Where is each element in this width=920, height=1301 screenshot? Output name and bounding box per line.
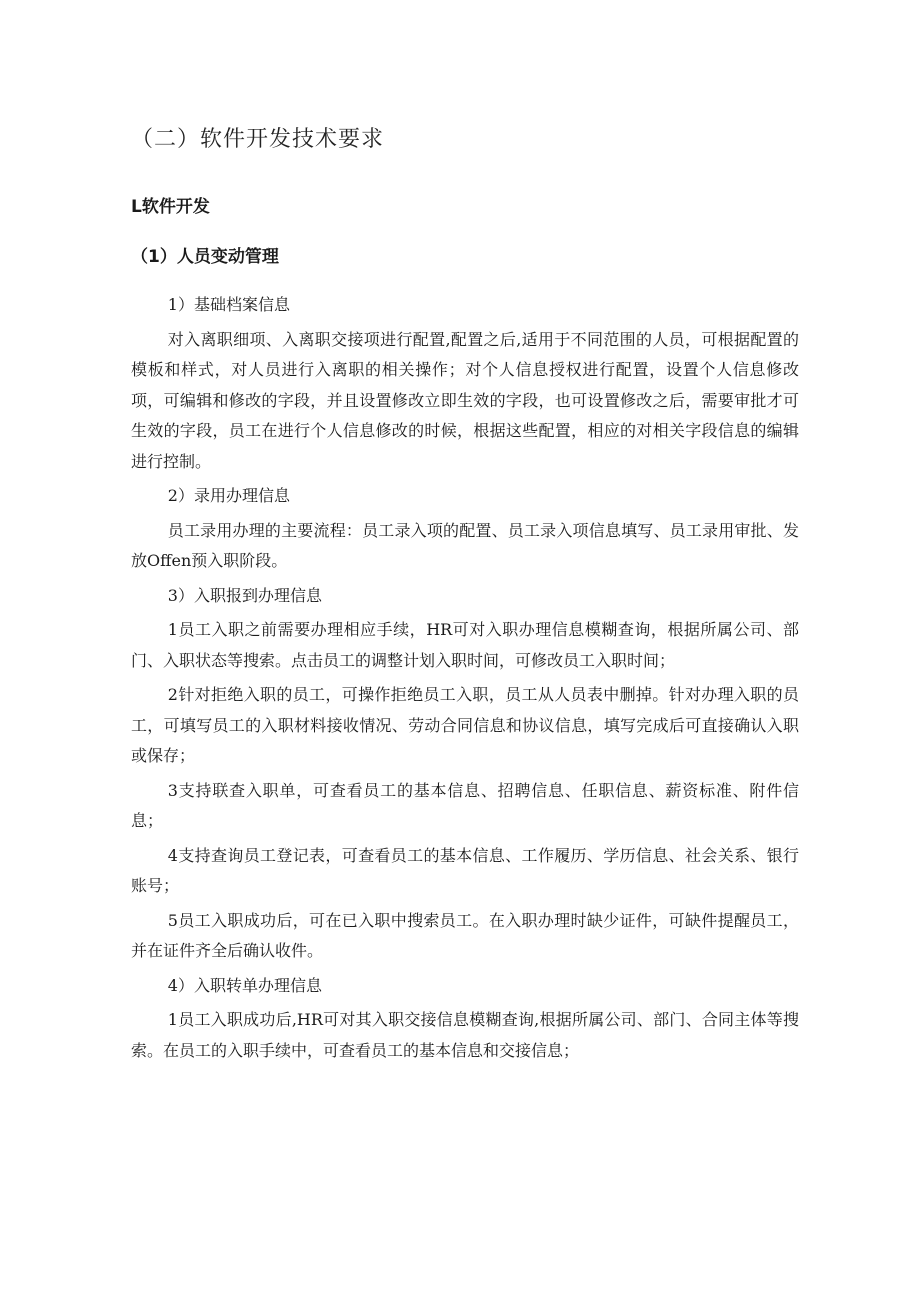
- paragraph: 3支持联查入职单，可查看员工的基本信息、招聘信息、任职信息、薪资标准、附件信息；: [131, 780, 799, 830]
- paragraph: 员工录用办理的主要流程：员工录入项的配置、员工录入项信息填写、员工录用审批、发放Offen预入职阶段。: [131, 520, 799, 570]
- paragraph: 2针对拒绝入职的员工，可操作拒绝员工入职，员工从人员表中删掉。针对办理入职的员工，可填写员工的入职材料接收情况、劳动合同信息和协议信息，填写完成后可直接确认入职或保存；: [131, 685, 799, 765]
- heading-software-development: L软件开发: [131, 197, 210, 217]
- subheading-transfer: 4）入职转单办理信息: [167, 975, 322, 995]
- paragraph: 1员工入职成功后,HR可对其入职交接信息模糊查询,根据所属公司、部门、合同主体等搜索。在员工的入职手续中，可查看员工的基本信息和交接信息；: [131, 1010, 799, 1060]
- heading-personnel-change-management: （1）人员变动管理: [131, 247, 279, 267]
- paragraph: 5员工入职成功后，可在已入职中搜索员工。在入职办理时缺少证件，可缺件提醒员工，并在证件齐全后确认收件。: [131, 910, 799, 960]
- paragraph: 4支持查询员工登记表，可查看员工的基本信息、工作履历、学历信息、社会关系、银行账号；: [131, 845, 799, 895]
- section-title: （二）软件开发技术要求: [131, 127, 385, 152]
- body-text: [131, 290, 799, 1070]
- subheading-onboarding: 3）入职报到办理信息: [167, 585, 322, 605]
- subheading-hiring: 2）录用办理信息: [167, 486, 290, 505]
- subheading-basic-archive: 1）基础档案信息: [167, 295, 290, 314]
- paragraph: 1员工入职之前需要办理相应手续，HR可对入职办理信息模糊查询，根据所属公司、部门、入职状态等搜索。点击员工的调整计划入职时间，可修改员工入职时间；: [131, 620, 799, 670]
- paragraph: 对入离职细项、入离职交接项进行配置,配置之后,适用于不同范围的人员，可根据配置的模板和样式，对人员进行入离职的相关操作；对个人信息授权进行配置，设置个人信息修改项，可编辑和修改的字段，并且设置修改立即生效的字段，也可设置修改之后，需要审批才可生效的字段，员工在进行个人信息修改的时候，根据这些配置，相应的对相关字段信息的编辑进行控制。: [131, 329, 799, 471]
